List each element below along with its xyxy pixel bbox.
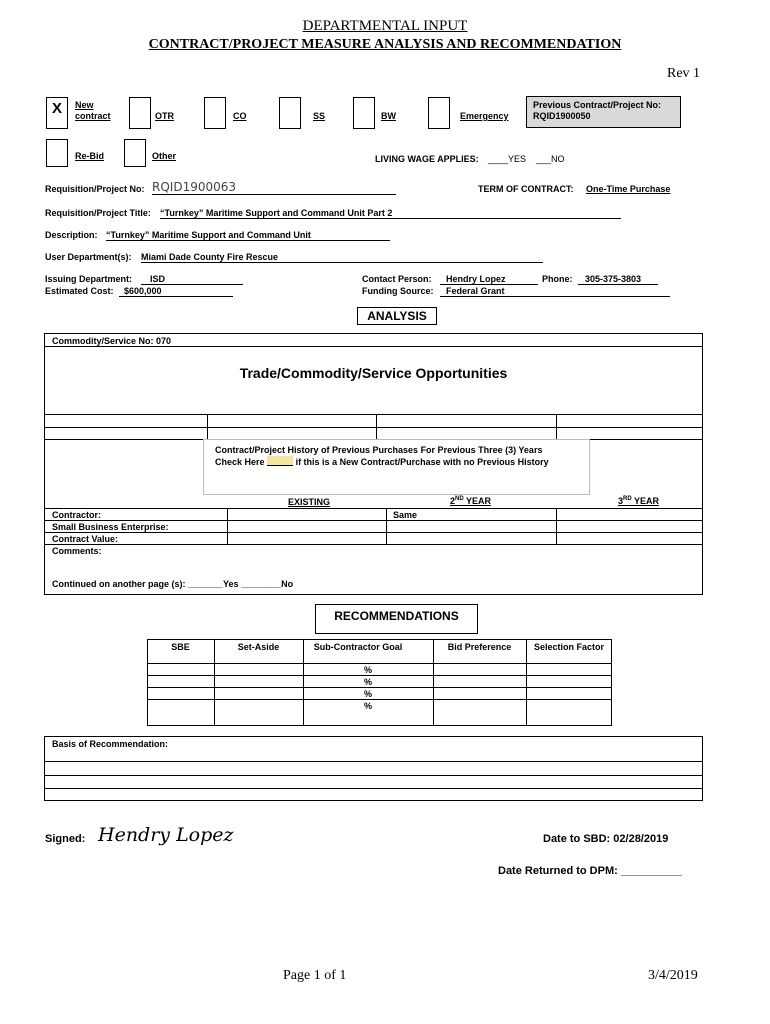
recommendations-heading: RECOMMENDATIONS <box>315 604 478 634</box>
table-rule <box>147 699 612 700</box>
table-rule <box>44 775 703 776</box>
row-sbe: Small Business Enterprise: <box>52 522 169 532</box>
date-to-sbd: Date to SBD: 02/28/2019 <box>543 833 669 845</box>
table-rule <box>386 508 387 544</box>
req-no-underline <box>152 194 396 195</box>
emergency-label: Emergency <box>460 111 509 121</box>
issuing-underline <box>141 284 243 285</box>
title-value[interactable]: “Turnkey” Maritime Support and Command Unit Part 2 <box>160 208 393 218</box>
analysis-heading: ANALYSIS <box>357 307 437 325</box>
rebid-label: Re-Bid <box>75 151 104 161</box>
table-rule <box>147 663 612 664</box>
req-no-value[interactable]: RQID1900063 <box>152 180 237 194</box>
table-rule <box>44 414 703 415</box>
table-rule <box>44 788 703 789</box>
desc-label: Description: <box>45 230 98 240</box>
emergency-checkbox[interactable] <box>428 97 450 129</box>
term-value[interactable]: One-Time Purchase <box>586 184 671 194</box>
user-dept-label: User Department(s): <box>45 252 132 262</box>
table-rule <box>147 675 612 676</box>
pct-cell: % <box>364 701 373 711</box>
history-line-1: Contract/Project History of Previous Purchases For Previous Three (3) Years <box>215 445 543 455</box>
funding-label: Funding Source: <box>362 286 434 296</box>
footer-date: 3/4/2019 <box>648 968 698 983</box>
table-rule <box>433 639 434 726</box>
table-rule <box>44 532 703 533</box>
new-contract-checkbox[interactable] <box>46 97 68 129</box>
basis-label: Basis of Recommendation: <box>52 739 169 749</box>
date-returned: Date Returned to DPM: __________ <box>498 865 683 877</box>
row-contractor: Contractor: <box>52 510 101 520</box>
col-3rd-year: 3RD YEAR <box>618 496 660 506</box>
col-selection-factor: Selection Factor <box>533 642 605 652</box>
co-label: CO <box>233 111 247 121</box>
table-rule <box>44 761 703 762</box>
cell-same[interactable]: Same <box>393 510 418 520</box>
desc-underline <box>106 240 390 241</box>
contact-underline <box>440 284 538 285</box>
col-existing: EXISTING <box>288 497 331 507</box>
previous-contract-value: RQID1900050 <box>533 111 591 121</box>
ss-label: SS <box>313 111 326 121</box>
req-no-label: Requisition/Project No: <box>45 184 145 194</box>
living-wage-no[interactable]: ___NO <box>536 154 565 164</box>
rebid-checkbox[interactable] <box>46 139 68 167</box>
otr-checkbox[interactable] <box>129 97 151 129</box>
table-rule <box>44 520 703 521</box>
checked-mark: X <box>52 100 63 117</box>
issuing-value[interactable]: ISD <box>150 274 166 284</box>
table-rule <box>303 639 304 726</box>
table-rule <box>44 508 703 509</box>
table-rule <box>227 508 228 544</box>
col-subcontractor-goal: Sub-Contractor Goal <box>313 642 403 652</box>
history-line-2: Check Here if this is a New Contract/Purchase with no Previous History <box>215 457 549 467</box>
otr-label: OTR <box>155 111 174 121</box>
funding-underline <box>440 296 670 297</box>
phone-underline <box>578 284 658 285</box>
bw-checkbox[interactable] <box>353 97 375 129</box>
rev-label: Rev 1 <box>667 66 701 81</box>
signature: Hendry Lopez <box>98 824 234 846</box>
table-rule <box>207 414 208 439</box>
col-set-aside: Set-Aside <box>237 642 280 652</box>
pct-cell: % <box>364 677 373 687</box>
other-label: Other <box>152 151 177 161</box>
pct-cell: % <box>364 689 373 699</box>
continued-line: Continued on another page (s): _______Yes ________No <box>52 579 294 589</box>
check-here-field[interactable] <box>267 456 293 466</box>
ss-checkbox[interactable] <box>279 97 301 129</box>
recommendations-table <box>147 639 612 726</box>
col-bid-preference: Bid Preference <box>447 642 512 652</box>
living-wage-yes[interactable]: ____YES <box>488 154 527 164</box>
other-checkbox[interactable] <box>124 139 146 167</box>
pct-cell: % <box>364 665 373 675</box>
funding-value[interactable]: Federal Grant <box>446 286 505 296</box>
page-number: Page 1 of 1 <box>283 968 347 983</box>
title-underline <box>160 218 621 219</box>
contact-label: Contact Person: <box>362 274 432 284</box>
row-contract-value: Contract Value: <box>52 534 119 544</box>
phone-value[interactable]: 305-375-3803 <box>585 274 642 284</box>
table-rule <box>147 687 612 688</box>
bw-label: BW <box>381 111 396 121</box>
user-dept-underline <box>141 262 543 263</box>
table-rule <box>44 346 703 347</box>
table-rule <box>556 414 557 439</box>
title-line-2: CONTRACT/PROJECT MEASURE ANALYSIS AND RECOMMENDATION <box>148 37 622 52</box>
previous-contract-box <box>526 96 681 128</box>
commodity-label: Commodity/Service No: 070 <box>52 336 172 346</box>
col-sbe: SBE <box>171 642 190 652</box>
table-rule <box>556 508 557 544</box>
cost-label: Estimated Cost: <box>45 286 114 296</box>
table-rule <box>526 639 527 726</box>
table-rule <box>214 639 215 726</box>
cost-value[interactable]: $600,000 <box>124 286 162 296</box>
co-checkbox[interactable] <box>204 97 226 129</box>
new-contract-label: New contract <box>75 100 111 121</box>
issuing-label: Issuing Department: <box>45 274 133 284</box>
desc-value[interactable]: “Turnkey” Maritime Support and Command Unit <box>106 230 311 240</box>
signed-label: Signed: <box>45 833 86 845</box>
living-wage-label: LIVING WAGE APPLIES: <box>375 154 479 164</box>
phone-label: Phone: <box>542 274 573 284</box>
title-label: Requisition/Project Title: <box>45 208 151 218</box>
table-rule <box>376 414 377 439</box>
term-label: TERM OF CONTRACT: <box>478 184 574 194</box>
table-rule <box>44 427 703 428</box>
previous-contract-label: Previous Contract/Project No: <box>533 100 662 110</box>
row-comments: Comments: <box>52 546 102 556</box>
opportunities-heading: Trade/Commodity/Service Opportunities <box>239 365 508 381</box>
user-dept-value[interactable]: Miami Dade County Fire Rescue <box>141 252 279 262</box>
contact-value[interactable]: Hendry Lopez <box>446 274 506 284</box>
title-line-1: DEPARTMENTAL INPUT <box>302 18 468 34</box>
cost-underline <box>119 296 233 297</box>
col-2nd-year: 2ND YEAR <box>450 496 492 506</box>
table-rule <box>44 544 703 545</box>
